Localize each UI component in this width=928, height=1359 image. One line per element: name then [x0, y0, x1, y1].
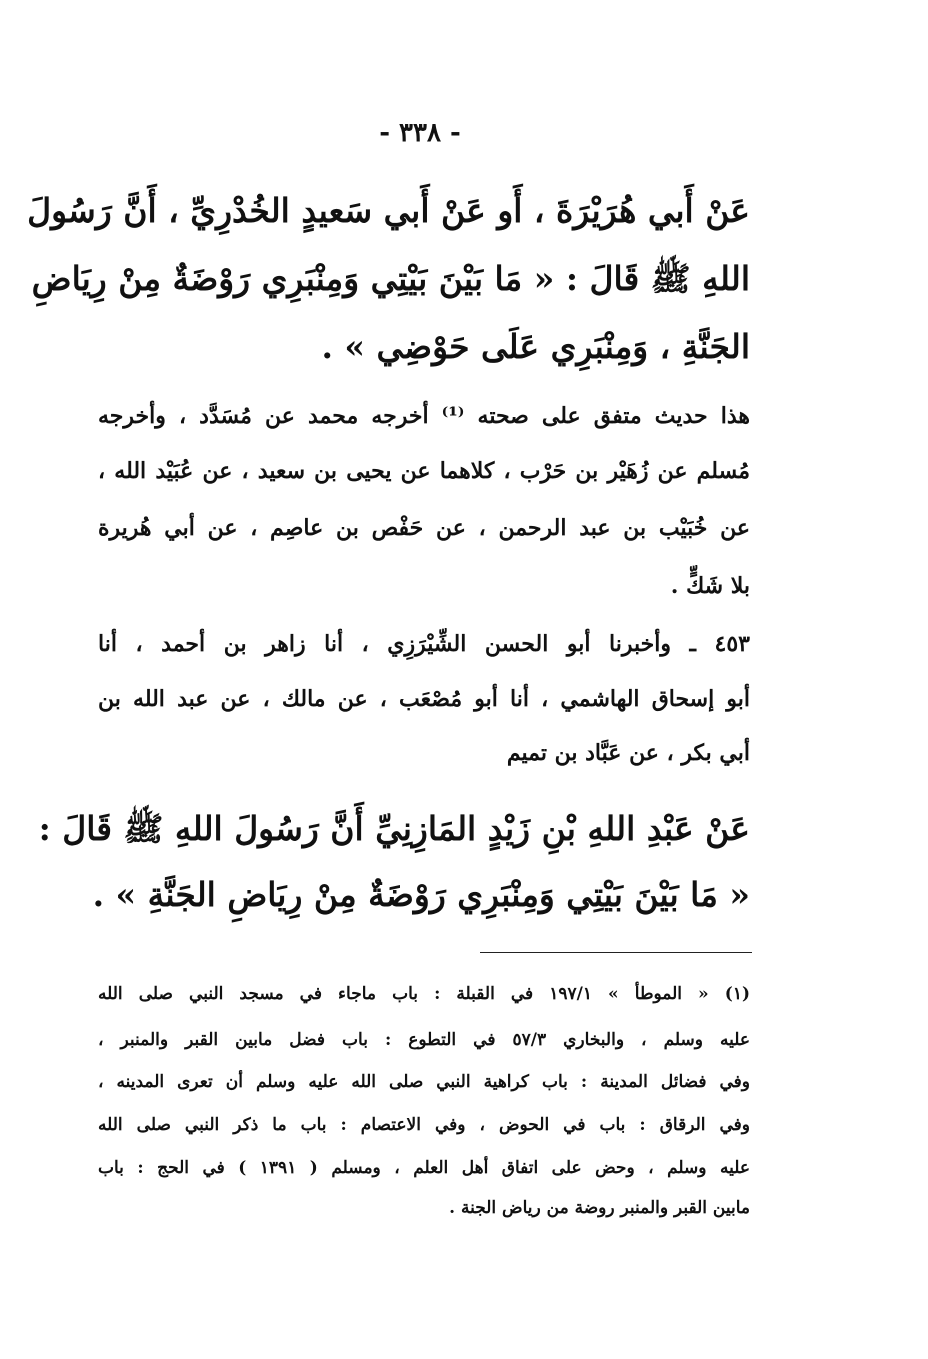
footnote-line-2: عليه وسلم ، والبخاري ٥٧/٣ في التطوع : باب فضل مابين القبر والمنبر ، [98, 1030, 751, 1050]
hadith-1-line-2: اللهِ ﷺ قَالَ : « مَا بَيْنَ بَيْتِي وَمِنْبَرِي رَوْضَةٌ مِنْ رِيَاضِ [31, 259, 750, 298]
hadith-2-line-1: عَنْ عَبْدِ اللهِ بْنِ زَيْدٍ المَازِنِيِّ أَنَّ رَسُولَ اللهِ ﷺ قَالَ : [38, 809, 750, 848]
footnote-line-6: مابين القبر والمنبر روضة من رياض الجنة . [449, 1198, 750, 1218]
page-number: - ٣٣٨ - [379, 118, 461, 148]
hadith-1-line-1: عَنْ أَبي هُرَيْرَةَ ، أَو عَنْ أَبي سَعيدٍ الخُدْرِيِّ ، أَنَّ رَسُولَ [27, 191, 750, 230]
footnote-separator [480, 952, 752, 953]
isnad-453-line-2: أبو إسحاق الهاشمي ، أنا أبو مُصْعَب ، عن مالك ، عن عبد الله بن [98, 686, 750, 712]
footnote-line-4: وفي الرقاق : باب في الحوض ، وفي الاعتصام : باب ما ذكر النبي صلى الله [98, 1115, 750, 1135]
isnad-453-line-1: ٤٥٣ ـ وأخبرنا أبو الحسن الشِّيْرَزِي ، أنا زاهر بن أحمد ، أنا [98, 631, 750, 657]
footnote-line-5: عليه وسلم ، وحض على اتفاق أهل العلم ، ومسلم ( ١٣٩١ ) في الحج : باب [98, 1158, 750, 1178]
commentary-line-1: هذا حديث متفق على صحته ⁽¹⁾ أخرجه محمد عن مُسَدَّد ، وأخرجه [98, 403, 751, 429]
isnad-453-line-3: أبي بكر ، عن عَبَّاد بن تميم [506, 740, 750, 766]
hadith-2-line-2: « مَا بَيْنَ بَيْتِي وَمِنْبَرِي رَوْضَةٌ مِنْ رِيَاضِ الجَنَّةِ » . [92, 875, 750, 914]
commentary-line-3: عن خُبَيْب بن عبد الرحمن ، عن حَفْص بن عاصِم ، عن أبي هُريرة [98, 515, 750, 541]
commentary-line-2: مُسلم عن زُهَيْر بن حَرْب ، كلاهما عن يحيى بن سعيد ، عن عُبَيْد الله ، [98, 458, 750, 484]
hadith-1-line-3: الجَنَّةِ ، وَمِنْبَرِي عَلَى حَوْضِي » . [321, 327, 750, 366]
commentary-line-4: بلا شَكٍّ . [670, 573, 750, 599]
footnote-line-3: وفي فضائل المدينة : باب كراهية النبي صلى الله عليه وسلم أن تعرى المدينه ، [98, 1072, 750, 1092]
footnote-line-1: (١) « الموطأ » ١٩٧/١ في القبلة : باب ماجاء في مسجد النبي صلى الله [98, 984, 750, 1004]
